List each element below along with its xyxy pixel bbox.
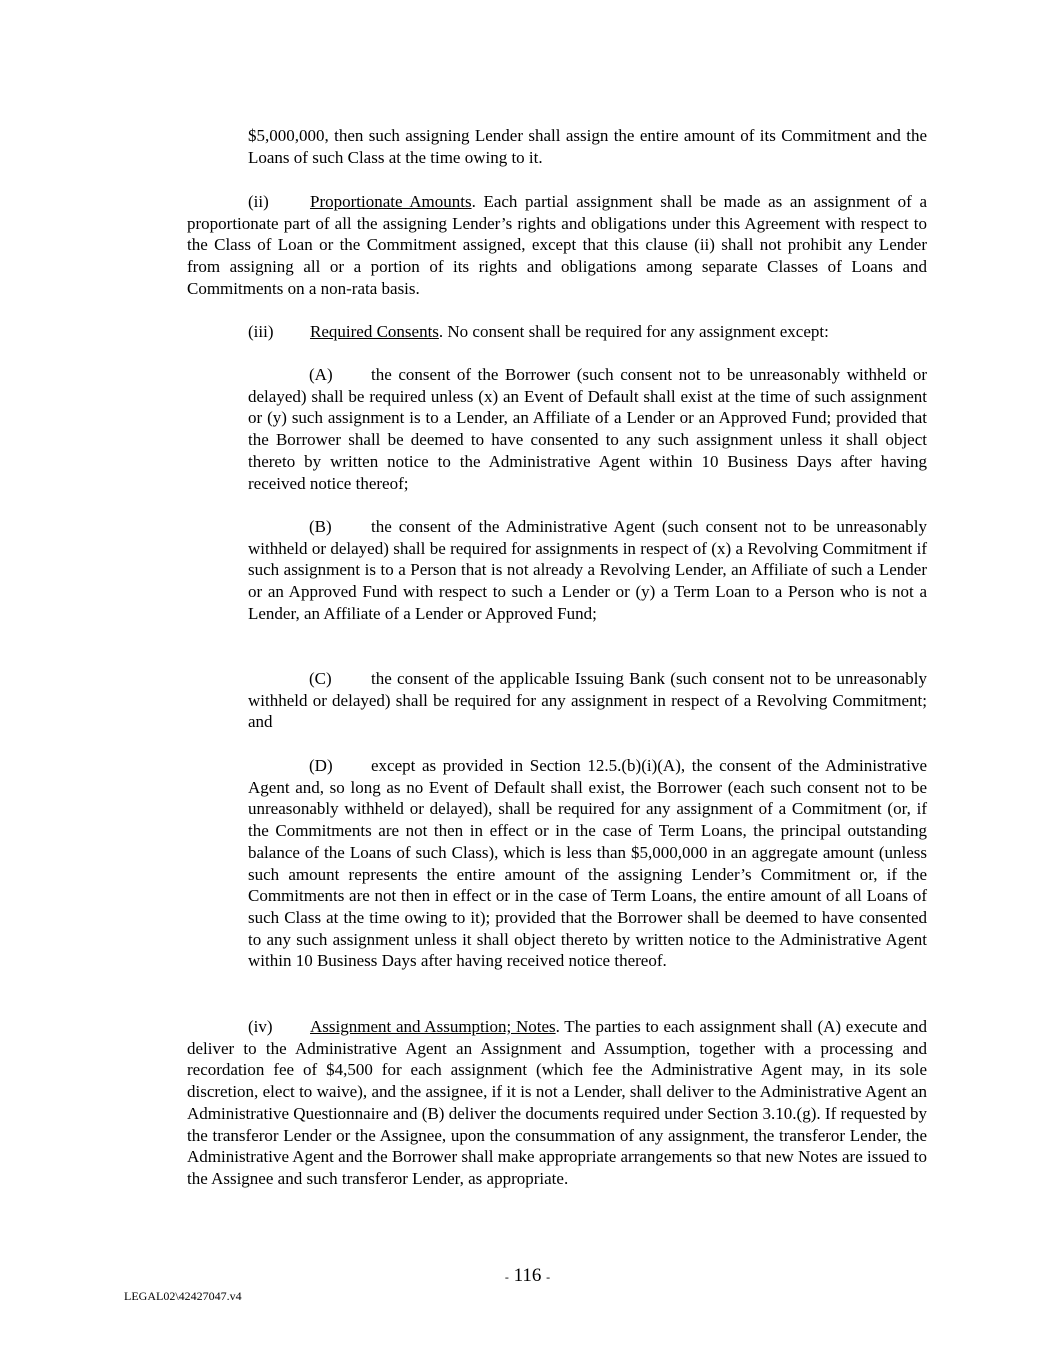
page-number-value: 116 xyxy=(513,1265,542,1286)
clause-iv xyxy=(187,1016,927,1190)
subclause-number: (D) xyxy=(309,756,333,775)
subclause-body: the consent of the Administrative Agent (such consent not to be unreasonably withheld or delayed) shall be required for assignments in respect of (x) a Revolving Commitment if such assignment is to a Person that is not already a Revolving Lender, an Affiliate of such a Lender or an Approved Fund with respect to such a Lender or (y) a Term Loan to a Person who is not a Lender, an Affiliate of a Lender or Approved Fund; xyxy=(248,517,927,623)
subclause-C xyxy=(248,668,927,733)
subclause-body: the consent of the Borrower (such consent not to be unreasonably withheld or delayed) shall be required unless (x) an Event of Default shall exist at the time of such assignment or (y) such assignment is to a Lender, an Affiliate of a Lender or an Approved Fund; provided that the Borrower shall be deemed to have consented to any such assignment unless it shall object thereto by written notice to the Administrative Agent within 10 Business Days after having received notice thereof; xyxy=(248,365,927,493)
clause-body: . No consent shall be required for any assignment except: xyxy=(438,322,829,341)
subclause-A xyxy=(248,364,927,494)
subclause-D xyxy=(248,755,927,972)
document-id: LEGAL02\42427047.v4 xyxy=(124,1289,242,1303)
subclause-B xyxy=(248,516,927,625)
continuation-paragraph: $5,000,000, then such assigning Lender shall assign the entire amount of its Commitment and the Loans of such Class at the time owing to it. xyxy=(248,126,927,167)
clause-number: (iii) xyxy=(248,322,274,341)
clause-ii xyxy=(187,191,927,300)
subclause-body: except as provided in Section 12.5.(b)(i)(A), the consent of the Administrative Agent and, so long as no Event of Default shall exist, the Borrower (each such consent not to be unreasonably withheld or delayed), shall be required for any assignment of a Commitment (or, if the Commitments are not then in effect or in the case of Term Loans, the principal outstanding balance of the Loans of such Class), which is less than $5,000,000 in an aggregate amount (unless such amount represents the entire amount of the assigning Lender’s Commitment or, if the Commitments are not then in effect or in the case of Term Loans, the entire amount of all Loans of such Class at the time owing to it); provided that the Borrower shall be deemed to have consented to any such assignment unless it shall object thereto by written notice to the Administrative Agent within 10 Business Days after having received notice thereof. xyxy=(248,756,927,971)
clause-iii xyxy=(187,321,927,343)
page-number-dash-left: - xyxy=(504,1270,509,1284)
clause-heading: Proportionate Amounts xyxy=(310,192,472,211)
subclause-number: (B) xyxy=(309,517,332,536)
clause-heading: Assignment and Assumption; Notes xyxy=(310,1017,556,1036)
clause-number: (ii) xyxy=(248,192,269,211)
subclause-number: (A) xyxy=(309,365,333,384)
clause-number: (iv) xyxy=(248,1017,273,1036)
clause-body: . Each partial assignment shall be made as an assignment of a proportionate part of all the assigning Lender’s rights and obligations under this Agreement with respect to the Class of Loan or the Commitment assigned, except that this clause (ii) shall not prohibit any Lender from assigning all or a portion of its rights and obligations among separate Classes of Loans and Commitments on a non-rata basis. xyxy=(187,192,927,298)
clause-heading: Required Consents xyxy=(310,322,439,341)
page-number-dash-right: - xyxy=(546,1270,551,1284)
subclause-number: (C) xyxy=(309,669,332,688)
subclause-body: the consent of the applicable Issuing Bank (such consent not to be unreasonably withheld or delayed) shall be required for any assignment in respect of a Revolving Commitment; and xyxy=(248,669,927,732)
page-number xyxy=(0,1265,1055,1289)
clause-body: . The parties to each assignment shall (A) execute and deliver to the Administrative Agent an Assignment and Assumption, together with a processing and recordation fee of $4,500 for each assignment (which fee the Administrative Agent may, in its sole discretion, elect to waive), and the assignee, if it is not a Lender, shall deliver to the Administrative Agent an Administrative Questionnaire and (B) deliver the documents required under Section 3.10.(g). If requested by the transferor Lender or the Assignee, upon the consummation of any assignment, the transferor Lender, the Administrative Agent and the Borrower shall make appropriate arrangements so that new Notes are issued to the Assignee and such transferor Lender, as appropriate. xyxy=(187,1017,927,1188)
